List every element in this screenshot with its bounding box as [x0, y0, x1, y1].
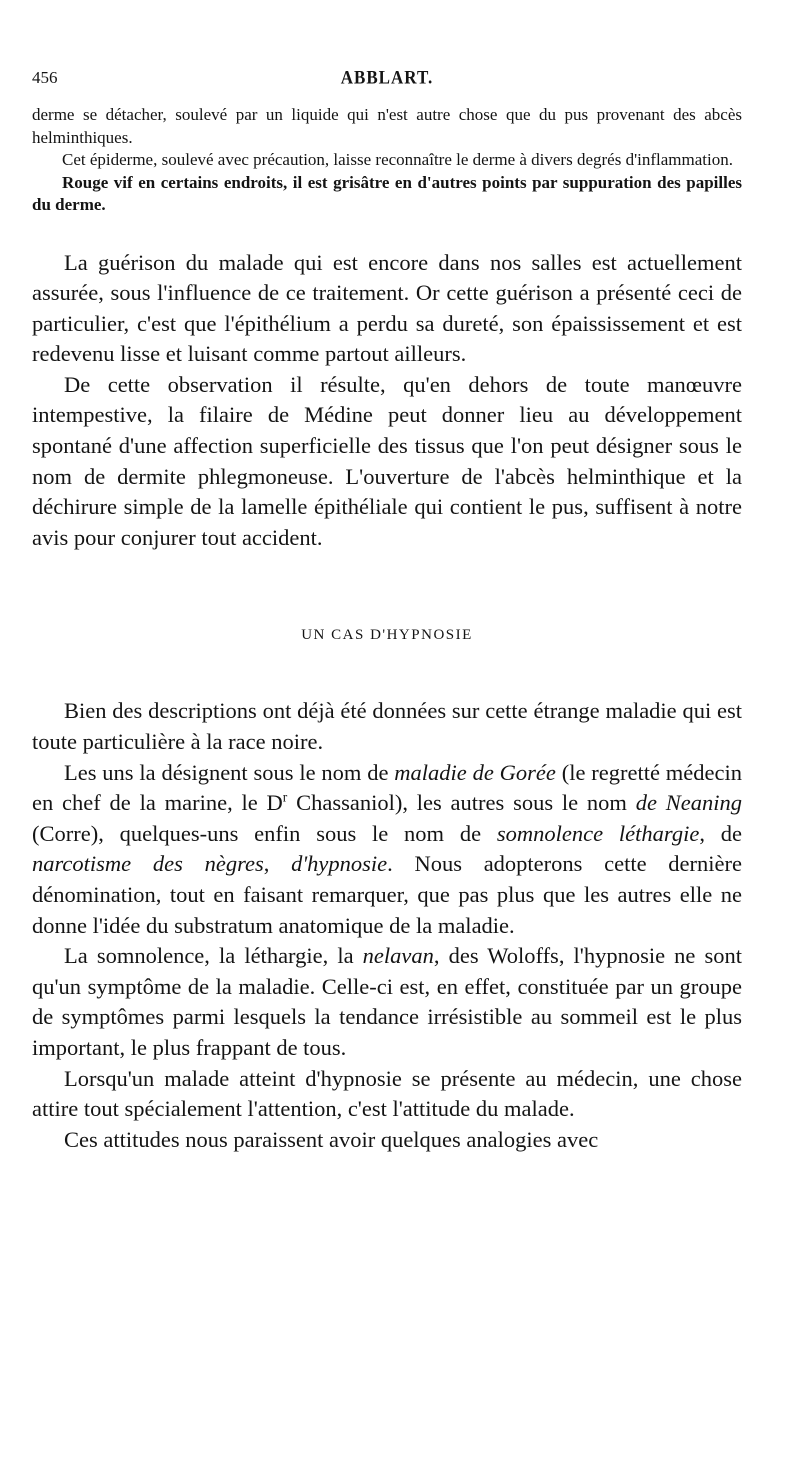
page-header — [32, 68, 742, 96]
page-number: 456 — [32, 68, 58, 87]
italic-term: narcotisme des nègres — [32, 851, 264, 877]
body-paragraph: Lorsqu'un malade atteint d'hypnosie se présente au médecin, une chose attire tout spécialement l'attention, c'est l'attitude du malade. — [32, 1065, 742, 1122]
body-paragraph: Les uns la désignent sous le nom de maladie de Gorée (le regretté médecin en chef de la marine, le $D^r$ Chassaniol), les autres sous le nom de Neaning (Corre), quelques-uns enfin sous le nom de somnolence léthargie, de narcotisme des nègres, d'hypnosie. Nous adopterons cette dernière dénomination, tout en faisant remarquer, que pas plus que les autres elle ne donne l'idée du substratum anatomique de la maladie. — [32, 759, 743, 938]
italic-term: d'hypnosie — [291, 851, 388, 877]
running-title: ABBLART. — [340, 67, 434, 88]
body-paragraph: La guérison du malade qui est encore dans nos salles est actuellement assurée, sous l'influence de ce traitement. Or cette guérison a présenté ceci de particulier, c'est que l'épithélium a perdu sa dureté, son épaississement et est redevenu lisse et luisant comme partout ailleurs. — [32, 249, 742, 367]
italic-term: maladie de Gorée — [394, 759, 556, 785]
body-paragraph: Bien des descriptions ont déjà été données sur cette étrange maladie qui est toute particulière à la race noire. — [32, 698, 742, 755]
small-print-block — [32, 104, 742, 217]
section-body — [32, 696, 742, 1155]
body-paragraph: Ces attitudes nous paraissent avoir quelques analogies avec — [64, 1126, 599, 1152]
italic-term: de Neaning — [635, 790, 742, 816]
italic-term: nelavan — [362, 943, 434, 969]
document-page — [32, 68, 742, 1155]
body-paragraph: De cette observation il résulte, qu'en dehors de toute manœuvre intempestive, la filaire de Médine peut donner lieu au développement spontané d'une affection superficielle des tissus que l'on peut désigner sous le nom de dermite phlegmoneuse. L'ouverture de l'abcès helminthique et la déchirure simple de la lamelle épithéliale qui contient le pus, suffisent à notre avis pour conjurer tout accident. — [32, 371, 742, 550]
small-paragraph: Rouge vif en certains endroits, il est grisâtre en d'autres points par suppuration des papilles du derme. — [32, 172, 742, 214]
small-paragraph: derme se détacher, soulevé par un liquide qui n'est autre chose que du pus provenant des abcès helminthiques. — [32, 105, 742, 147]
italic-term: somnolence léthargie — [496, 820, 700, 846]
section-title: UN CAS D'HYPNOSIE — [301, 627, 473, 644]
small-paragraph: Cet épiderme, soulevé avec précaution, laisse reconnaître le derme à divers degrés d'inflammation. — [62, 150, 733, 169]
body-paragraph: La somnolence, la léthargie, la nelavan, des Woloffs, l'hypnosie ne sont qu'un symptôme de la maladie. Celle-ci est, en effet, constituée par un groupe de symptômes parmi lesquels la tendance irrésistible au sommeil est le plus important, le plus frappant de tous. — [32, 943, 742, 1060]
body-text-block — [32, 248, 742, 554]
